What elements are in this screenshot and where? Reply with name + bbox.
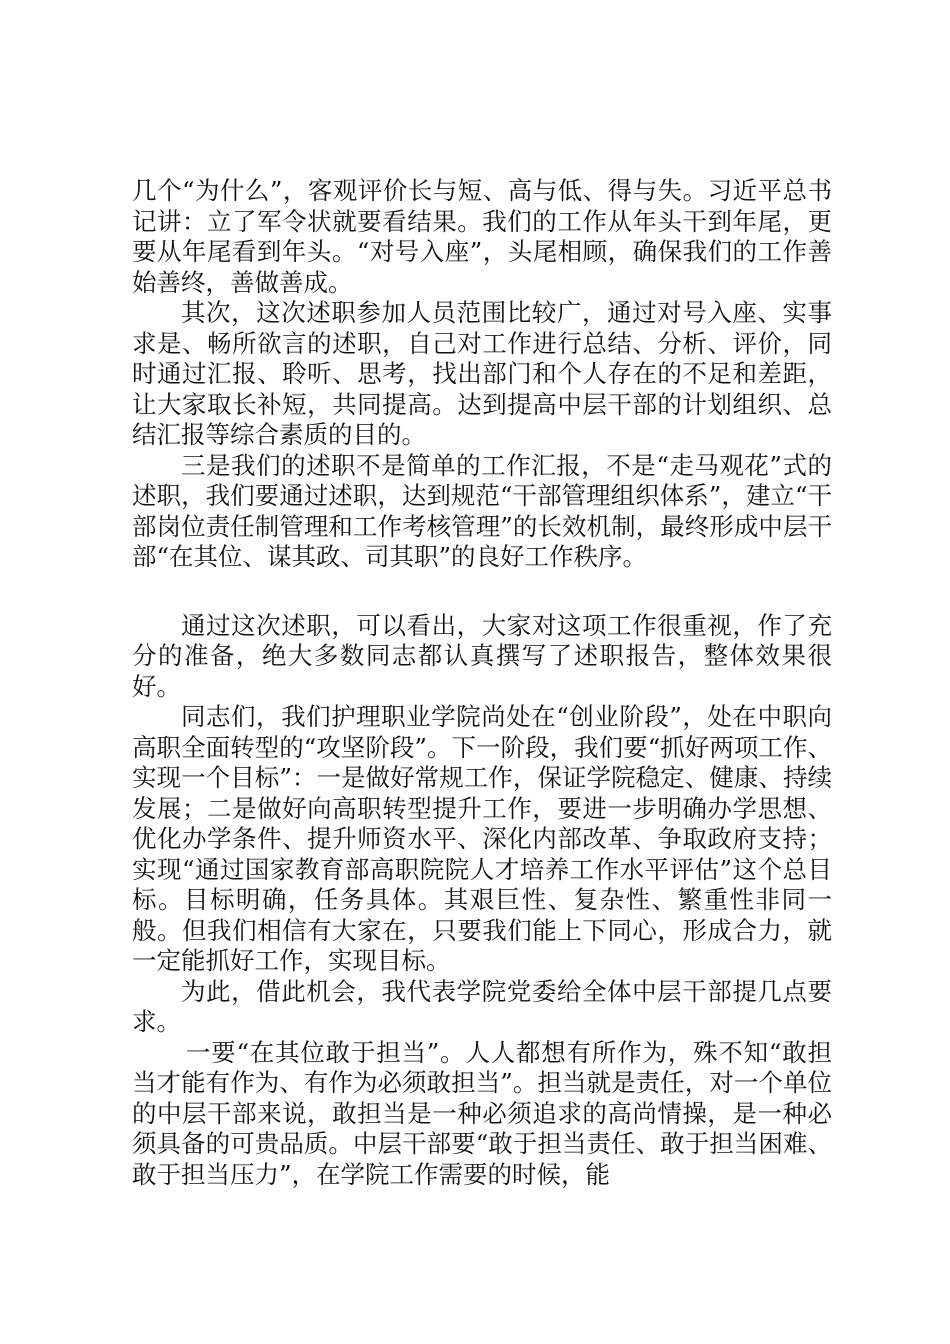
paragraph-6: 为此，借此机会，我代表学院党委给全体中层干部提几点要求。 (132, 976, 832, 1036)
paragraph-gap (132, 573, 832, 611)
paragraph-5: 同志们，我们护理职业学院尚处在“创业阶段”，处在中职向高职全面转型的“攻坚阶段”。下一阶段，我们要“抓好两项工作、实现一个目标”：一是做好常规工作，保证学院稳定、健康、持续发展；二是做好向高职转型提升工作，要进一步明确办学思想、优化办学条件、提升师资水平、深化内部改革、争取政府支持；实现“通过国家教育部高职院院人才培养工作水平评估”这个总目标。目标明确，任务具体。其艰巨性、复杂性、繁重性非同一般。但我们相信有大家在，只要我们能上下同心，形成合力，就一定能抓好工作，实现目标。 (132, 702, 832, 975)
paragraph-4: 通过这次述职，可以看出，大家对这项工作很重视，作了充分的准备，绝大多数同志都认真撰写了述职报告，整体效果很好。 (132, 610, 832, 701)
paragraph-1: 几个“为什么”，客观评价长与短、高与低、得与失。习近平总书记讲：立了军令状就要看结果。我们的工作从年头干到年尾，更要从年尾看到年头。“对号入座”，头尾相顾，确保我们的工作善始善终，善做善成。 (132, 176, 832, 297)
paragraph-7: 一要“在其位敢于担当”。人人都想有所作为，殊不知“敢担当才能有作为、有作为必须敢担当”。担当就是责任，对一个单位的中层干部来说，敢担当是一种必须追求的高尚情操，是一种必须具备的可贵品质。中层干部要“敢于担当责任、敢于担当困难、敢于担当压力”，在学院工作需要的时候，能 (132, 1037, 832, 1189)
paragraph-3: 三是我们的述职不是简单的工作汇报，不是“走马观花”式的述职，我们要通过述职，达到规范“干部管理组织体系”，建立“干部岗位责任制管理和工作考核管理”的长效机制，最终形成中层干部“在其位、谋其政、司其职”的良好工作秩序。 (132, 450, 832, 571)
document-page (132, 176, 832, 1190)
paragraph-2: 其次，这次述职参加人员范围比较广，通过对号入座、实事求是、畅所欲言的述职，自己对工作进行总结、分析、评价，同时通过汇报、聆听、思考，找出部门和个人存在的不足和差距，让大家取长补短，共同提高。达到提高中层干部的计划组织、总结汇报等综合素质的目的。 (132, 298, 832, 449)
